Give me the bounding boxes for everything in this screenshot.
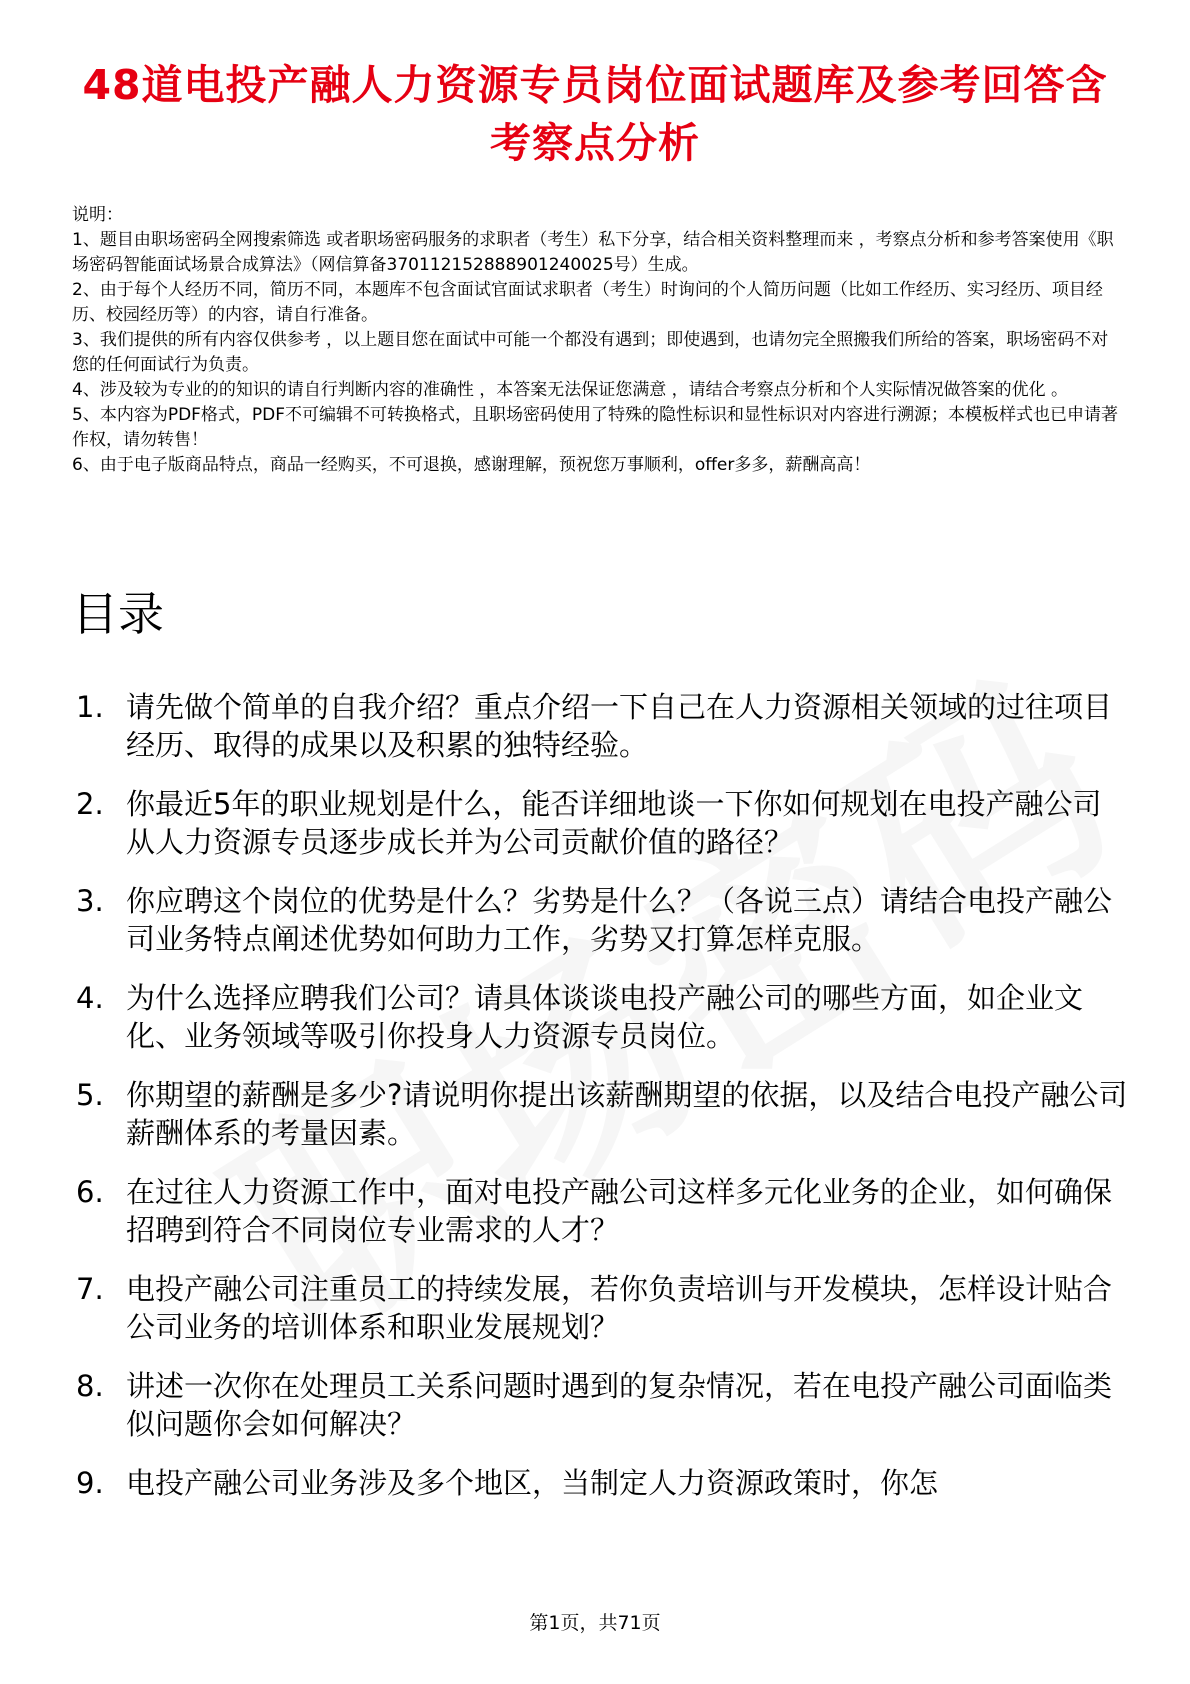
question-text: 你应聘这个岗位的优势是什么？劣势是什么？（各说三点）请结合电投产融公司业务特点阐述优势如何助力工作，劣势又打算怎样克服。 [126,884,1113,956]
question-number: 2. [76,787,104,821]
note-line-4: 4、涉及较为专业的的知识的请自行判断内容的准确性 ，本答案无法保证您满意 ，请结合考察点分析和个人实际情况做答案的优化 。 [72,380,1069,400]
note-line-1: 1、题目由职场密码全网搜索筛选 或者职场密码服务的求职者（考生）私下分享，结合相关资料整理而来 ，考察点分析和参考答案使用《职场密码智能面试场景合成算法》（网信算备370112152888901240025号）生成。 [72,230,1114,275]
question-number: 9. [76,1466,104,1500]
question-number: 1. [76,690,104,724]
list-item[interactable] [72,979,1128,1055]
document-title: 48道电投产融人力资源专员岗位面试题库及参考回答含考察点分析 [82,61,1108,167]
list-item[interactable] [72,1076,1128,1152]
notes-section [72,203,1122,478]
page-footer: 第1页，共71页 [529,1612,661,1634]
list-item[interactable] [72,1367,1128,1443]
question-number: 6. [76,1175,104,1209]
note-line-3: 3、我们提供的所有内容仅供参考 ，以上题目您在面试中可能一个都没有遇到；即使遇到，也请勿完全照搬我们所给的答案，职场密码不对您的任何面试行为负责。 [72,330,1109,375]
question-text: 电投产融公司注重员工的持续发展，若你负责培训与开发模块，怎样设计贴合公司业务的培训体系和职业发展规划？ [126,1272,1113,1344]
question-text: 讲述一次你在处理员工关系问题时遇到的复杂情况，若在电投产融公司面临类似问题你会如何解决？ [126,1369,1113,1441]
list-item[interactable] [72,1464,1128,1502]
question-number: 4. [76,981,104,1015]
question-text: 为什么选择应聘我们公司？请具体谈谈电投产融公司的哪些方面，如企业文化、业务领域等吸引你投身人力资源专员岗位。 [126,981,1084,1053]
list-item[interactable] [72,1173,1128,1249]
question-number: 5. [76,1078,104,1112]
note-line-5: 5、本内容为PDF格式，PDF不可编辑不可转换格式，且职场密码使用了特殊的隐性标识和显性标识对内容进行溯源；本模板样式也已申请著作权，请勿转售！ [72,405,1119,450]
question-text: 你最近5年的职业规划是什么，能否详细地谈一下你如何规划在电投产融公司从人力资源专员逐步成长并为公司贡献价值的路径？ [126,787,1102,859]
question-list [72,688,1128,1523]
list-item[interactable] [72,688,1128,764]
question-number: 7. [76,1272,104,1306]
list-item[interactable] [72,1270,1128,1346]
note-line-6: 6、由于电子版商品特点，商品一经购买，不可退换，感谢理解，预祝您万事顺利，offer多多，薪酬高高！ [72,455,871,475]
list-item[interactable] [72,882,1128,958]
question-text: 电投产融公司业务涉及多个地区，当制定人力资源政策时，你怎 [126,1466,939,1500]
question-text: 请先做个简单的自我介绍？重点介绍一下自己在人力资源相关领域的过往项目经历、取得的成果以及积累的独特经验。 [126,690,1113,762]
list-item[interactable] [72,785,1128,861]
question-text: 你期望的薪酬是多少?请说明你提出该薪酬期望的依据，以及结合电投产融公司薪酬体系的考量因素。 [126,1078,1128,1150]
notes-heading: 说明： [72,205,123,225]
question-number: 8. [76,1369,104,1403]
question-number: 3. [76,884,104,918]
note-line-2: 2、由于每个人经历不同，简历不同，本题库不包含面试官面试求职者（考生）时询问的个人简历问题（比如工作经历、实习经历、项目经历、校园经历等）的内容，请自行准备。 [72,280,1103,325]
toc-heading: 目录 [72,587,164,641]
question-text: 在过往人力资源工作中，面对电投产融公司这样多元化业务的企业，如何确保招聘到符合不同岗位专业需求的人才？ [126,1175,1113,1247]
